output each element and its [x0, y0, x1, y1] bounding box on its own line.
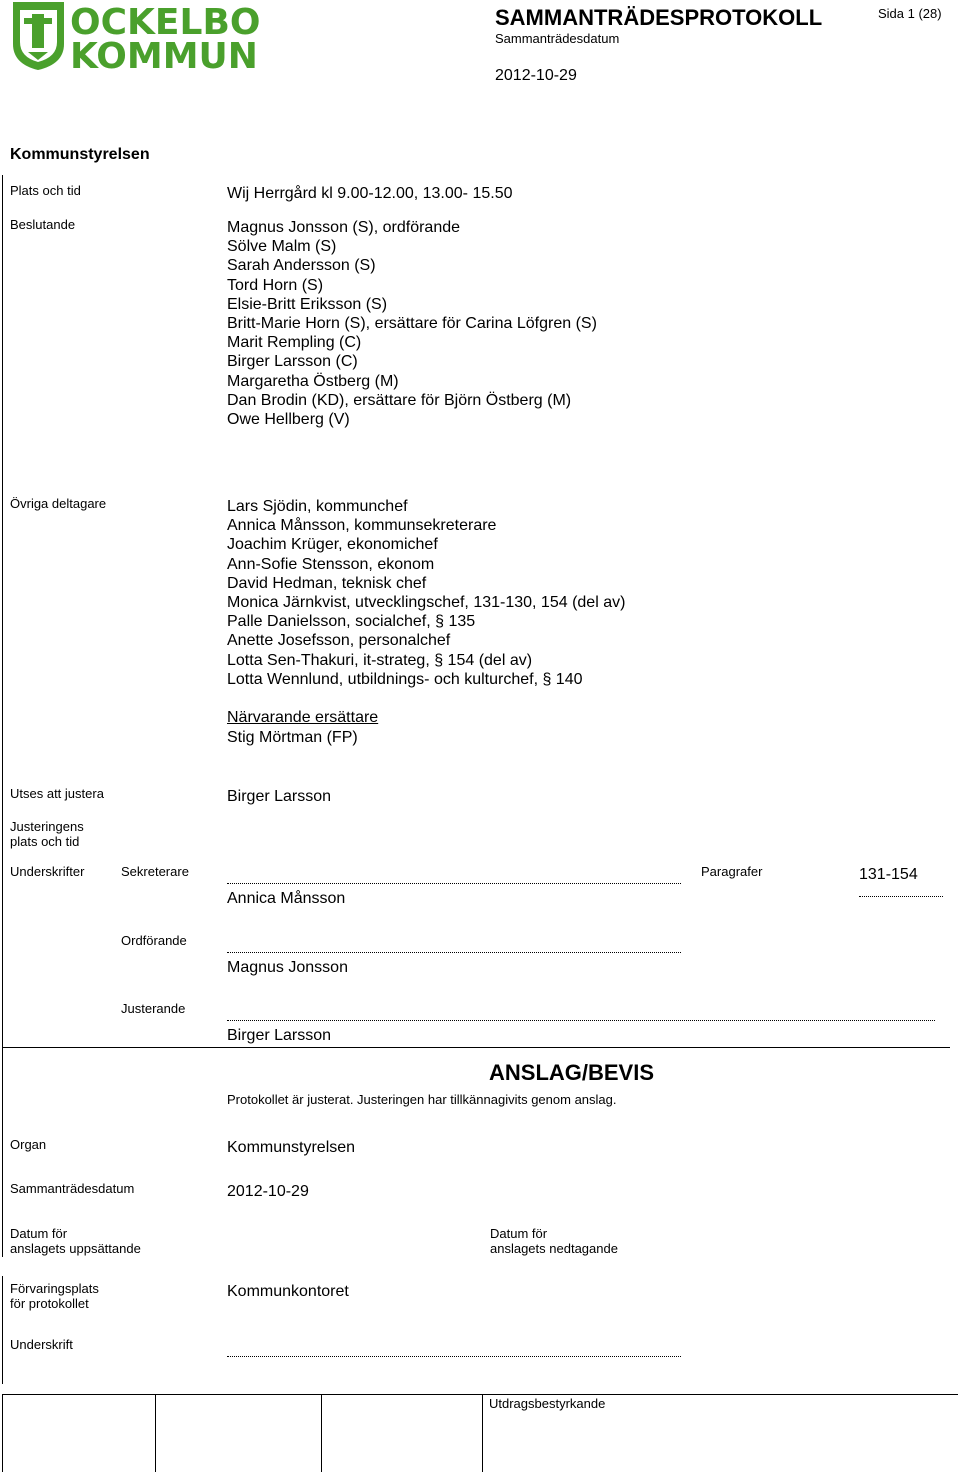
others-list [227, 497, 625, 689]
place-value: Wij Herrgård kl 9.00-12.00, 13.00- 15.50 [227, 185, 513, 202]
logo-line1: OCKELBO [70, 2, 261, 43]
signatures-label: Underskrifter [10, 864, 85, 879]
notice-date-label: Sammanträdesdatum [10, 1181, 135, 1196]
adjuster-label: Justerande [121, 1001, 186, 1016]
meeting-date-label: Sammanträdesdatum [495, 31, 620, 46]
coat-of-arms-icon [13, 2, 64, 70]
adjust-label: Utses att justera [10, 786, 104, 801]
chair-label: Ordförande [121, 933, 187, 948]
list-item: Sarah Andersson (S) [227, 257, 376, 275]
adjust-place-label: Justeringens plats och tid [10, 819, 84, 849]
signature-label: Underskrift [10, 1337, 73, 1352]
committee-name: Kommunstyrelsen [10, 146, 150, 163]
deciding-list [227, 218, 597, 429]
place-label: Plats och tid [10, 183, 81, 198]
list-item: David Hedman, teknisk chef [227, 574, 427, 592]
chair-signature-line [227, 952, 681, 953]
secretary-signature-line [227, 883, 681, 884]
others-label: Övriga deltagare [10, 496, 107, 511]
list-item: Margaretha Östberg (M) [227, 372, 399, 390]
list-item: Tord Horn (S) [227, 276, 324, 294]
list-item: Lotta Sen-Thakuri, it-strateg, § 154 (del av) [227, 651, 533, 669]
substitutes-heading: Närvarande ersättare [227, 709, 379, 726]
substitute-item: Stig Mörtman (FP) [227, 729, 358, 746]
secretary-name: Annica Månsson [227, 890, 346, 907]
footer-divider-2 [321, 1394, 322, 1472]
list-item: Anette Josefsson, personalchef [227, 632, 451, 650]
list-item: Elsie-Britt Eriksson (S) [227, 295, 388, 313]
page-number: Sida 1 (28) [878, 6, 942, 21]
section-divider [2, 1047, 950, 1048]
notice-text: Protokollet är justerat. Justeringen har tillkännagivits genom anslag. [227, 1092, 617, 1107]
list-item: Dan Brodin (KD), ersättare för Björn Östberg (M) [227, 391, 572, 409]
removed-date-label: Datum för anslagets nedtagande [490, 1226, 618, 1256]
deciding-label: Beslutande [10, 217, 76, 232]
municipality-logo [8, 0, 261, 77]
document-title: SAMMANTRÄDESPROTOKOLL [495, 5, 823, 30]
notice-heading: ANSLAG/BEVIS [489, 1060, 655, 1085]
storage-label: Förvaringsplats för protokollet [10, 1281, 99, 1311]
list-item: Sölve Malm (S) [227, 238, 337, 256]
list-item: Britt-Marie Horn (S), ersättare för Carina Löfgren (S) [227, 315, 597, 333]
list-item: Ann-Sofie Stensson, ekonom [227, 555, 435, 573]
list-item: Palle Danielsson, socialchef, § 135 [227, 613, 476, 631]
certifier-label: Utdragsbestyrkande [489, 1396, 606, 1411]
footer-divider-1 [155, 1394, 156, 1472]
list-item: Marit Rempling (C) [227, 334, 362, 352]
left-border [2, 175, 3, 1257]
meeting-date: 2012-10-29 [495, 67, 577, 84]
list-item: Owe Hellberg (V) [227, 411, 350, 429]
list-item: Birger Larsson (C) [227, 353, 358, 371]
notice-signature-line [227, 1356, 681, 1357]
storage-value: Kommunkontoret [227, 1283, 349, 1300]
list-item: Lars Sjödin, kommunchef [227, 498, 408, 515]
secretary-label: Sekreterare [121, 864, 189, 879]
footer-divider-3 [482, 1394, 483, 1472]
organ-value: Kommunstyrelsen [227, 1139, 356, 1156]
adjust-value: Birger Larsson [227, 788, 332, 805]
adjuster-name: Birger Larsson [227, 1027, 332, 1044]
adjuster-signature-line [227, 1020, 935, 1021]
list-item: Monica Järnkvist, utvecklingschef, 131-130, 154 (del av) [227, 594, 626, 612]
left-border-lower [2, 1276, 3, 1384]
notice-date-value: 2012-10-29 [227, 1183, 309, 1200]
left-border-footer [2, 1394, 3, 1472]
paragraphs-value: 131-154 [859, 866, 918, 883]
list-item: Annica Månsson, kommunsekreterare [227, 517, 497, 535]
list-item: Joachim Krüger, ekonomichef [227, 536, 438, 554]
organ-label: Organ [10, 1137, 47, 1152]
footer-top-border [2, 1394, 958, 1395]
paragraphs-line [859, 896, 943, 897]
chair-name: Magnus Jonsson [227, 959, 348, 976]
list-item: Magnus Jonsson (S), ordförande [227, 219, 461, 236]
list-item: Lotta Wennlund, utbildnings- och kulturchef, § 140 [227, 670, 583, 688]
logo-line2: KOMMUN [70, 36, 258, 77]
paragraphs-label: Paragrafer [701, 864, 763, 879]
posted-date-label: Datum för anslagets uppsättande [10, 1226, 141, 1256]
